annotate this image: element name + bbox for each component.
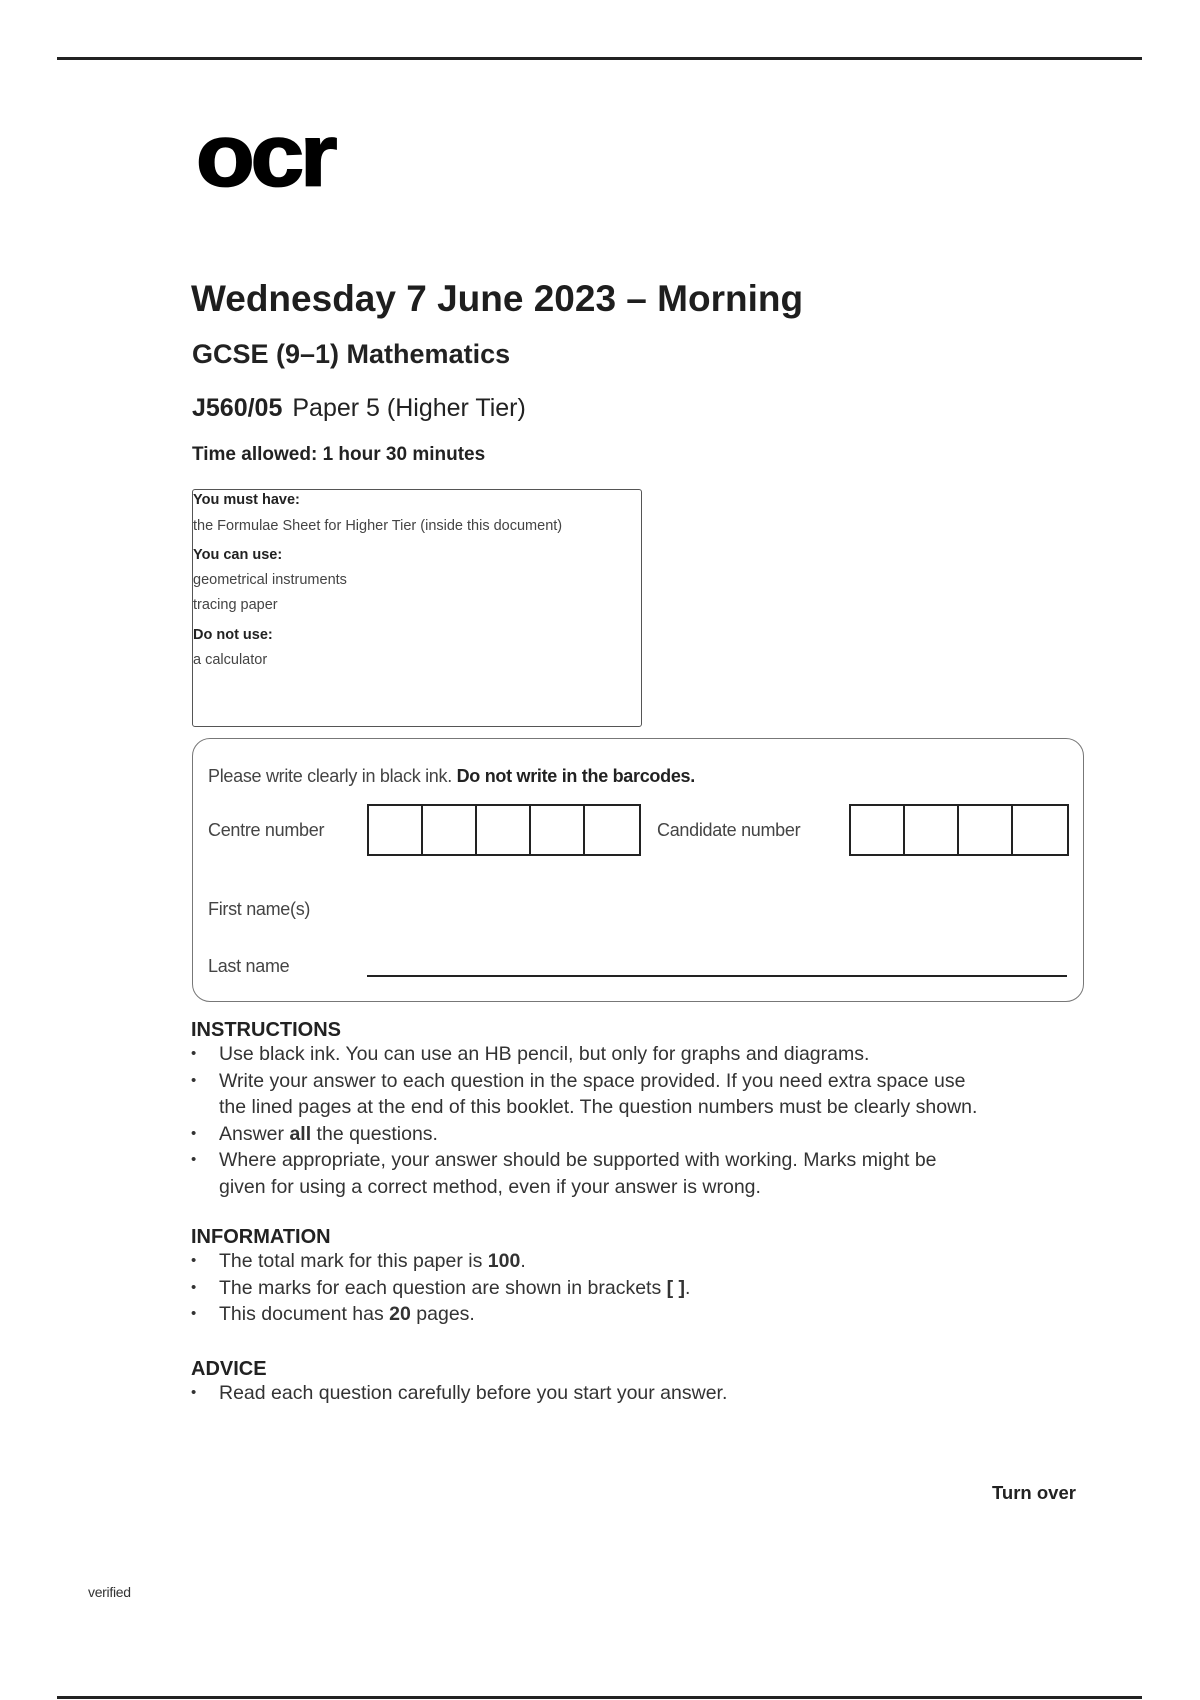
instruction-text: given for using a correct method, even if your answer is wrong. (219, 1175, 761, 1198)
information-text: The total mark for this paper is (219, 1250, 488, 1272)
instruction-item (191, 1147, 1109, 1200)
information-item (191, 1301, 1109, 1328)
information-heading: INFORMATION (191, 1226, 331, 1248)
barcode-warning: Do not write in the barcodes. (456, 766, 695, 786)
advice-list (191, 1380, 1109, 1407)
centre-number-cell[interactable] (477, 806, 531, 854)
information-text: This document has (219, 1303, 390, 1325)
must-have-item: the Formulae Sheet for Higher Tier (inside this document) (193, 518, 563, 534)
instruction-item (191, 1041, 1109, 1068)
information-emphasis: [ ] (666, 1276, 686, 1299)
information-item (191, 1275, 1109, 1302)
candidate-number-cell[interactable] (959, 806, 1013, 854)
information-item (191, 1248, 1109, 1275)
centre-number-input[interactable] (367, 804, 641, 856)
do-not-use-item: a calculator (193, 652, 268, 668)
first-name-field[interactable] (367, 889, 1067, 917)
instruction-text: Use black ink. You can use an HB pencil, but only for graphs and diagrams. (219, 1043, 870, 1065)
top-rule (57, 57, 1142, 60)
turn-over-label: Turn over (992, 1482, 1076, 1503)
bottom-rule (57, 1696, 1142, 1699)
information-emphasis: 20 (389, 1303, 411, 1325)
advice-item (191, 1380, 1109, 1407)
ink-notice-text: Please write clearly in black ink. (208, 766, 452, 786)
centre-number-cell[interactable] (369, 806, 423, 854)
requirements-box (192, 489, 642, 727)
instruction-text: the questions. (311, 1122, 438, 1145)
verified-watermark: verified (88, 1584, 131, 1600)
instructions-heading: INSTRUCTIONS (191, 1019, 341, 1041)
first-name-label: First name(s) (208, 899, 311, 919)
can-use-item: geometrical instruments (193, 572, 347, 588)
can-use-heading: You can use: (193, 547, 283, 563)
paper-code: J560/05 (192, 394, 283, 422)
centre-number-cell[interactable] (531, 806, 585, 854)
instruction-text: the lined pages at the end of this booklet. The question numbers must be clearly shown. (219, 1096, 978, 1118)
qualification-title: GCSE (9–1) Mathematics (192, 339, 511, 369)
instruction-text: • Write your answer to each question in the space provided. If you need extra space use (219, 1069, 966, 1092)
instruction-item (191, 1068, 1109, 1121)
do-not-use-heading: Do not use: (193, 627, 273, 643)
instructions-list (191, 1041, 1109, 1200)
last-name-field[interactable] (367, 946, 1067, 974)
candidate-number-cell[interactable] (1013, 806, 1067, 854)
information-list (191, 1248, 1109, 1328)
instruction-item (191, 1121, 1109, 1148)
advice-text: Read each question carefully before you start your answer. (219, 1382, 728, 1404)
information-text: pages. (410, 1303, 475, 1325)
advice-heading: ADVICE (191, 1358, 267, 1380)
instruction-emphasis: all (289, 1122, 312, 1145)
time-allowed: Time allowed: 1 hour 30 minutes (192, 444, 486, 465)
centre-number-cell[interactable] (585, 806, 639, 854)
information-text: . (685, 1276, 691, 1299)
centre-number-label: Centre number (208, 820, 325, 840)
ocr-logo: ocr (196, 106, 334, 205)
exam-date-title: Wednesday 7 June 2023 – Morning (191, 278, 804, 319)
candidate-number-label: Candidate number (657, 820, 801, 840)
last-name-label: Last name (208, 956, 290, 976)
paper-name: Paper 5 (Higher Tier) (292, 394, 526, 422)
last-name-underline (367, 975, 1067, 977)
information-text: The marks for each question are shown in brackets (219, 1276, 667, 1299)
ink-notice (208, 767, 695, 785)
candidate-number-cell[interactable] (905, 806, 959, 854)
instruction-text: Answer (219, 1122, 290, 1145)
candidate-details-box (192, 738, 1084, 1002)
paper-line (192, 396, 526, 421)
centre-number-cell[interactable] (423, 806, 477, 854)
must-have-heading: You must have: (193, 492, 300, 508)
information-emphasis: 100 (487, 1250, 521, 1272)
candidate-number-cell[interactable] (851, 806, 905, 854)
can-use-item: tracing paper (193, 597, 278, 613)
information-text: . (520, 1250, 526, 1272)
candidate-number-input[interactable] (849, 804, 1069, 856)
instruction-text: • Where appropriate, your answer should be supported with working. Marks might be (219, 1149, 937, 1171)
